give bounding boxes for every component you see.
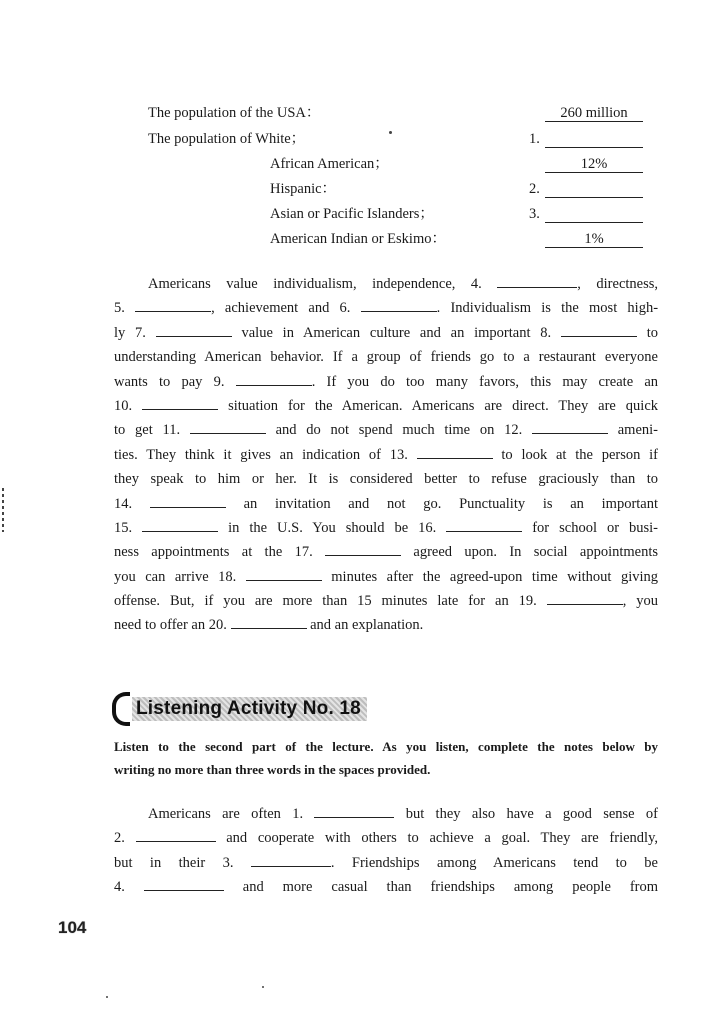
- text-line: ness appointments at the 17. agreed upon. In social appointments: [114, 540, 658, 564]
- text-line: they speak to him or her. It is considered better to refuse graciously than to: [114, 471, 658, 488]
- text-line: to get 11. and do not spend much time on 12. ameni-: [114, 418, 658, 442]
- scan-speck: [262, 986, 264, 988]
- text-line: offense. But, if you are more than 15 minutes late for an 19. , you: [114, 589, 658, 613]
- answer-blank[interactable]: [246, 566, 322, 581]
- answer-blank[interactable]: [446, 517, 522, 532]
- answer-value: 1%: [545, 230, 643, 248]
- answer-blank[interactable]: [314, 803, 394, 818]
- text-line: 14. an invitation and not go. Punctuality is an important: [114, 492, 658, 516]
- answer-blank[interactable]: [361, 297, 437, 312]
- answer-blank[interactable]: [325, 541, 401, 556]
- answer-blank[interactable]: [142, 395, 218, 410]
- answer-value: 12%: [545, 155, 643, 173]
- text-line: 4. and more casual than friendships among people from: [114, 875, 658, 899]
- text-line: you can arrive 18. minutes after the agreed-upon time without giving: [114, 565, 658, 589]
- answer-blank[interactable]: [532, 419, 608, 434]
- answer-blank[interactable]: [142, 517, 218, 532]
- answer-blank[interactable]: [561, 322, 637, 337]
- text-line: 2. and cooperate with others to achieve a goal. They are friendly,: [114, 826, 658, 850]
- answer-blank[interactable]: [231, 614, 307, 629]
- text-line: but in their 3. . Friendships among Americans tend to be: [114, 851, 658, 875]
- scan-speck: [106, 996, 108, 998]
- page-number: 104: [58, 918, 87, 937]
- answer-value: 260 million: [545, 104, 643, 122]
- text-line: ly 7. value in American culture and an important 8. to: [114, 321, 658, 345]
- text-line: ties. They think it gives an indication of 13. to look at the person if: [114, 443, 658, 467]
- answer-blank[interactable]: [144, 876, 224, 891]
- text-line: 10. situation for the American. Americans are direct. They are quick: [114, 394, 658, 418]
- scan-speck: [389, 131, 392, 134]
- answer-blank[interactable]: [135, 297, 211, 312]
- textbook-page: The population of the USA： 260 million The population of White； 1. African American； 12% Hispanic： 2. Asian or Pacific Islanders； 3. American Indian or Eskimo： 1% Americans value individualism, independence, 4. , directness, 5. , achievement and 6. . Individualism is the most high- ly 7. value in American culture and an important 8. to understanding American behavior. If a group of friends go to a restaurant everyone wants to pay 9. . If you do too many favors, this may create an 10. situation for the American. Americans are direct. They are quick to get 11. and do not spend much time on 12. ameni- ties. They think it gives an indication of 13. to look at the person if they speak to him or her. It is considered better to refuse graciously than to 14. an invitation and not go. Punctuality is an important 15. in the U.S. You should be 16. for school or busi- ness appointments at the 17. agreed upon. In social appointments you can arrive 18. minutes after the agreed-upon time without giving offense. But, if you are more than 15 minutes late for an 19. , you need to offer an 20. and an explanation. Listening Activity No. 18 Listen to the second part of the lecture. As you listen, complete the notes below by writing no more than three words in the spaces provided. Americans are often 1. but they also have a good sense of 2. and cooperate with others to achieve a goal. They are friendly, but in their 3. . Friendships among Americans tend to be 4. and more casual than friendships among people from 104: [0, 0, 724, 1024]
- answer-blank[interactable]: [545, 180, 643, 198]
- answer-blank[interactable]: [547, 590, 623, 605]
- answer-blank[interactable]: [156, 322, 232, 337]
- activity-heading: Listening Activity No. 18: [112, 692, 367, 726]
- answer-blank[interactable]: [545, 130, 643, 148]
- answer-blank[interactable]: [136, 827, 216, 842]
- scan-speck: [2, 488, 4, 532]
- answer-blank[interactable]: [236, 371, 312, 386]
- text-line: Americans value individualism, independence, 4. , directness,: [114, 272, 658, 296]
- text-line: 5. , achievement and 6. . Individualism is the most high-: [114, 296, 658, 320]
- activity-instruction: Listen to the second part of the lecture. As you listen, complete the notes below by writing no more than three words in the spaces provided.: [114, 739, 658, 777]
- answer-blank[interactable]: [545, 205, 643, 223]
- answer-blank[interactable]: [497, 273, 577, 288]
- text-line: Americans are often 1. but they also have a good sense of: [114, 802, 658, 826]
- bracket-icon: [112, 692, 130, 726]
- text-line: understanding American behavior. If a group of friends go to a restaurant everyone: [114, 349, 658, 366]
- answer-blank[interactable]: [190, 419, 266, 434]
- answer-blank[interactable]: [251, 852, 331, 867]
- text-line: need to offer an 20. and an explanation.: [114, 613, 658, 637]
- text-line: wants to pay 9. . If you do too many favors, this may create an: [114, 370, 658, 394]
- text-line: 15. in the U.S. You should be 16. for school or busi-: [114, 516, 658, 540]
- cloze-paragraph-2: [114, 802, 658, 900]
- answer-blank[interactable]: [150, 493, 226, 508]
- answer-blank[interactable]: [417, 444, 493, 459]
- cloze-paragraph-1: [114, 272, 658, 638]
